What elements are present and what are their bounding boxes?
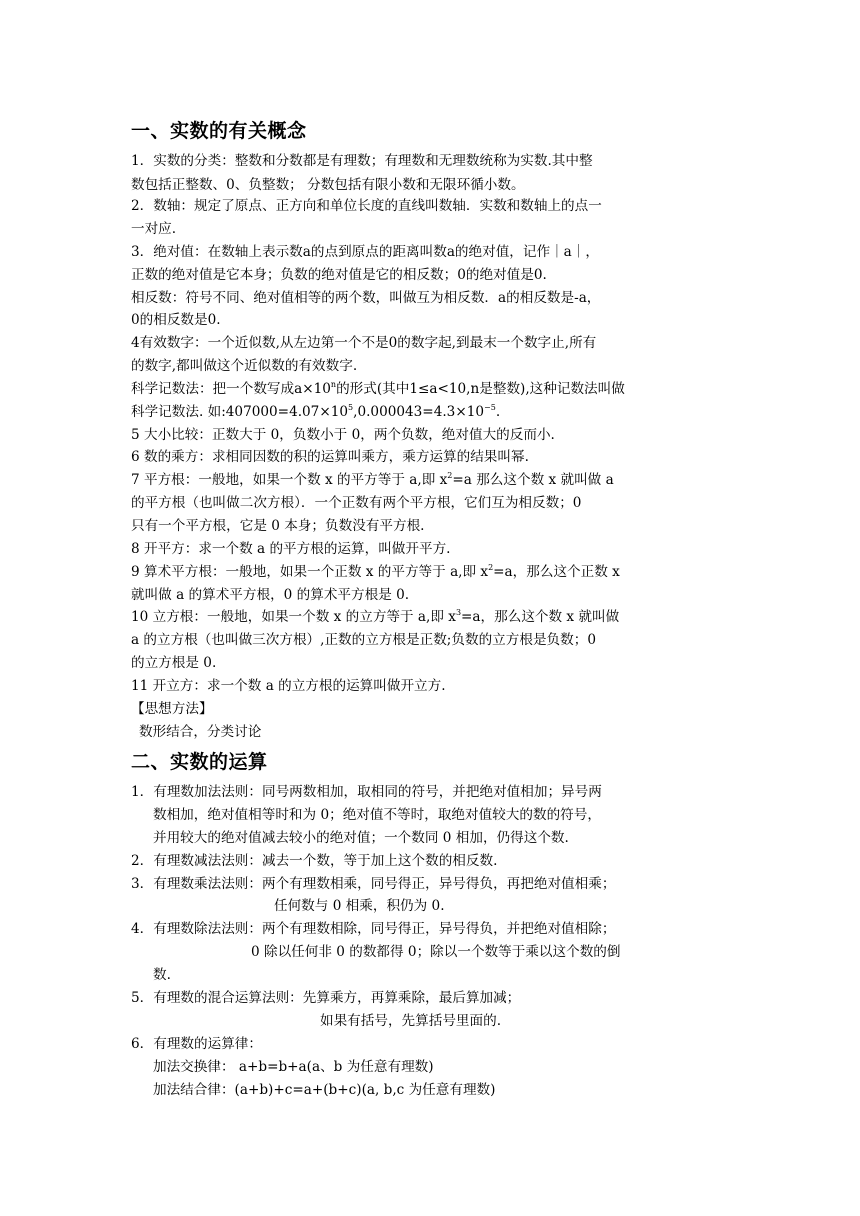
paragraph-line: 11 开立方：求一个数 a 的立方根的运算叫做开立方. (131, 678, 446, 694)
method-title: 【思想方法】 (131, 701, 213, 717)
paragraph-line: 5 大小比较：正数大于 0，负数小于 0，两个负数，绝对值大的反而小. (131, 427, 555, 443)
rule-line: 4．有理数除法法则：两个有理数相除，同号得正，异号得负，并把绝对值相除； (131, 921, 616, 937)
rule-line: 6．有理数的运算律： (131, 1036, 262, 1052)
paragraph-line: 一对应. (131, 221, 177, 237)
rule-line: 如果有括号，先算括号里面的. (320, 1013, 502, 1029)
square-root-line: 7 平方根：一般地，如果一个数 x 的平方等于 a,即 $x^2=a$ 那么这个数 x 就叫做 a (131, 471, 614, 488)
paragraph-line: 只有一个平方根，它是 0 本身；负数没有平方根. (131, 518, 425, 534)
paragraph-line: 8 开平方：求一个数 a 的平方根的运算，叫做开平方. (131, 541, 451, 557)
paragraph-line: 就叫做 a 的算术平方根，0 的算术平方根是 0. (131, 587, 410, 603)
rule-line: 1．有理数加法法则：同号两数相加，取相同的符号，并把绝对值相加；异号两 (131, 784, 602, 800)
paragraph-line: 相反数：符号不同、绝对值相等的两个数，叫做互为相反数．a的相反数是-a， (131, 290, 601, 306)
rule-line: 并用较大的绝对值减去较小的绝对值；一个数同 0 相加，仍得这个数. (153, 830, 569, 846)
rule-line: 5．有理数的混合运算法则：先算乘方，再算乘除，最后算加减； (131, 990, 521, 1006)
paragraph-line: a 的立方根（也叫做三次方根）,正数的立方根是正数;负数的立方根是负数；0 (131, 632, 596, 648)
paragraph-line: 数包括正整数、0、负整数； 分数包括有限小数和无限环循小数。 (131, 177, 525, 193)
paragraph-line: 的立方根是 0. (131, 655, 217, 671)
scientific-notation-example-line: 科学记数法. 如$:407000=4.07\times 10^5,0.000043=4.3\times 10^{-5}$. (131, 403, 501, 420)
commutative-law-line: 加法交换律： a+b=b+a(a、b 为任意有理数) (153, 1059, 434, 1075)
rule-line: 2．有理数减法法则：减去一个数，等于加上这个数的相反数. (131, 853, 498, 869)
rule-line: 0 除以任何非 0 的数都得 0；除以一个数等于乘以这个数的倒 (251, 944, 621, 960)
paragraph-line: 3．绝对值：在数轴上表示数a的点到原点的距离叫数a的绝对值，记作｜a｜， (131, 244, 599, 260)
paragraph-line: 正数的绝对值是它本身；负数的绝对值是它的相反数；0的绝对值是0. (131, 267, 547, 283)
cube-root-line: 10 立方根：一般地，如果一个数 x 的立方等于 a,即 $x^3=a$，那么这个数 x 就叫做 (131, 608, 620, 625)
paragraph-line: 的平方根（也叫做二次方根）．一个正数有两个平方根，它们互为相反数；0 (131, 495, 582, 511)
section-heading-real-number-concepts: 一、实数的有关概念 (131, 120, 307, 142)
rule-line: 数. (153, 967, 171, 983)
paragraph-line: 6 数的乘方：求相同因数的积的运算叫乘方，乘方运算的结果叫幂. (131, 449, 529, 465)
paragraph-line: 0的相反数是0. (131, 312, 221, 328)
associative-law-line: 加法结合律：(a+b)+c=a+(b+c)(a, b,c 为任意有理数) (153, 1082, 496, 1098)
paragraph-line: 2．数轴：规定了原点、正方向和单位长度的直线叫数轴．实数和数轴上的点一 (131, 198, 602, 214)
method-text: 数形结合，分类讨论 (139, 724, 262, 740)
section-heading-real-number-operations: 二、实数的运算 (131, 751, 268, 773)
paragraph-line: 4有效数字：一个近似数,从左边第一个不是0的数字起,到最末一个数字止,所有 (131, 335, 597, 351)
rule-line: 3．有理数乘法法则：两个有理数相乘，同号得正，异号得负，再把绝对值相乘； (131, 876, 616, 892)
paragraph-line: 的数字,都叫做这个近似数的有效数字. (131, 358, 358, 374)
rule-line: 任何数与 0 相乘，积仍为 0. (274, 898, 445, 914)
arithmetic-root-line: 9 算术平方根：一般地，如果一个正数 x 的平方等于 a,即 $x^2=a$，那么这个正数 x (131, 563, 620, 580)
scientific-notation-line: 科学记数法：把一个数写成$a\times 10^n$的形式(其中1≤a<10,n是整数),这种记数法叫做 (131, 380, 625, 397)
paragraph-line: 1．实数的分类：整数和分数都是有理数；有理数和无理数统称为实数.其中整 (131, 153, 593, 169)
rule-line: 数相加，绝对值相等时和为 0；绝对值不等时，取绝对值较大的数的符号， (153, 807, 601, 823)
